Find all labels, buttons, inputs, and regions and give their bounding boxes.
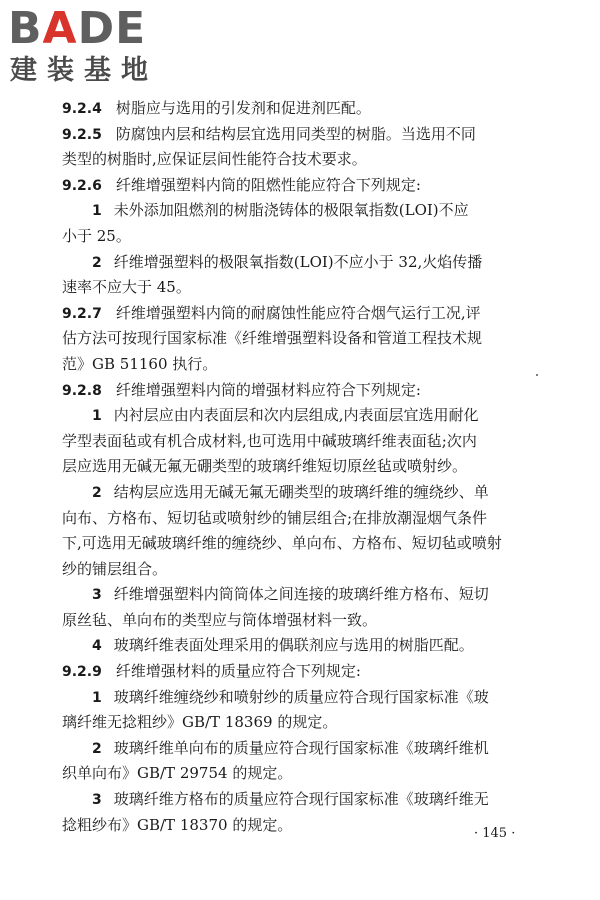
continuation-line: 估方法可按现行国家标准《纤维增强塑料设备和管道工程技术规 [62,329,483,348]
continuation-line: 层应选用无碱无氟无硼类型的玻璃纤维短切原丝毡或喷射纱。 [62,457,468,476]
item-text: 玻璃纤维缠绕纱和喷射纱的质量应符合现行国家标准《玻 [113,687,489,706]
clause-text: 树脂应与选用的引发剂和促进剂匹配。 [115,99,371,117]
continuation-line: 纱的铺层组合。 [62,559,168,578]
item-text: 内衬层应由内表面层和次内层组成,内表面层宜选用耐化 [113,406,479,425]
item-number: 3 [92,587,102,604]
item-number: 1 [92,408,102,425]
item-text: 未外添加阻燃剂的树脂浇铸体的极限氧指数(LOI)不应 [113,201,469,220]
item-line [62,633,562,659]
item-line [62,736,562,762]
clause-text: 纤维增强塑料内筒的增强材料应符合下列规定: [115,380,421,399]
continuation-line: 小于 25。 [62,226,131,245]
item-number: 2 [92,484,102,501]
clause-text: 纤维增强塑料内筒的阻燃性能应符合下列规定: [115,175,421,194]
clause-line [62,659,562,685]
item-number: 3 [92,792,102,809]
item-text: 结构层应选用无碱无氟无硼类型的玻璃纤维的缠绕纱、单 [113,482,489,501]
item-line [62,403,562,429]
item-line [62,582,562,608]
clause-line [62,122,562,148]
item-text: 玻璃纤维方格布的质量应符合现行国家标准《玻璃纤维无 [113,790,489,809]
document-body [62,96,562,838]
continuation-line: 速率不应大于 45。 [62,278,191,297]
item-text: 玻璃纤维表面处理采用的偶联剂应与选用的树脂匹配。 [113,636,474,655]
clause-text: 纤维增强塑料内筒的耐腐蚀性能应符合烟气运行工况,评 [115,303,481,322]
item-line [62,685,562,711]
continuation-line: 原丝毡、单向布的类型应与筒体增强材料一致。 [62,610,378,629]
clause-line [62,301,562,327]
item-text: 玻璃纤维单向布的质量应符合现行国家标准《玻璃纤维机 [113,738,489,757]
logo-subtitle: 建装基地 [10,55,158,86]
page-number: · 145 · [474,826,516,841]
clause-number: 9.2.9 [62,664,102,681]
item-line [62,250,562,276]
continuation-line: 向布、方格布、短切毡或喷射纱的铺层组合;在排放潮湿烟气条件 [62,508,488,527]
continuation-line: 捻粗纱布》GB/T 18370 的规定。 [62,815,293,834]
item-number: 4 [92,638,102,655]
clause-number: 9.2.6 [62,177,102,194]
clause-line [62,96,562,122]
clause-number: 9.2.5 [62,126,102,143]
continuation-line: 范》GB 51160 执行。 [62,354,218,373]
clause-line [62,378,562,404]
continuation-line: 学型表面毡或有机合成材料,也可选用中碱玻璃纤维表面毡;次内 [62,431,477,450]
item-number: 1 [92,689,102,706]
item-line [62,198,562,224]
item-line [62,480,562,506]
item-text: 纤维增强塑料内筒筒体之间连接的玻璃纤维方格布、短切 [113,585,489,604]
clause-text: 防腐蚀内层和结构层宜选用同类型的树脂。当选用不同 [115,124,476,143]
logo-wordmark: BADE [8,3,147,54]
item-line [62,787,562,813]
clause-number: 9.2.8 [62,382,102,399]
continuation-line: 织单向布》GB/T 29754 的规定。 [62,764,293,783]
continuation-line: 类型的树脂时,应保证层间性能符合技术要求。 [62,150,367,169]
continuation-line: 下,可选用无碱玻璃纤维的缠绕纱、单向布、方格布、短切毡或喷射 [62,534,502,553]
clause-line [62,173,562,199]
logo [8,3,183,88]
clause-number: 9.2.7 [62,305,102,322]
clause-text: 纤维增强材料的质量应符合下列规定: [115,662,361,681]
item-text: 纤维增强塑料的极限氧指数(LOI)不应小于 32,火焰传播 [113,252,483,271]
clause-number: 9.2.4 [62,101,102,117]
item-number: 1 [92,203,102,220]
item-number: 2 [92,254,102,271]
continuation-line: 璃纤维无捻粗纱》GB/T 18369 的规定。 [62,713,338,732]
item-number: 2 [92,740,102,757]
